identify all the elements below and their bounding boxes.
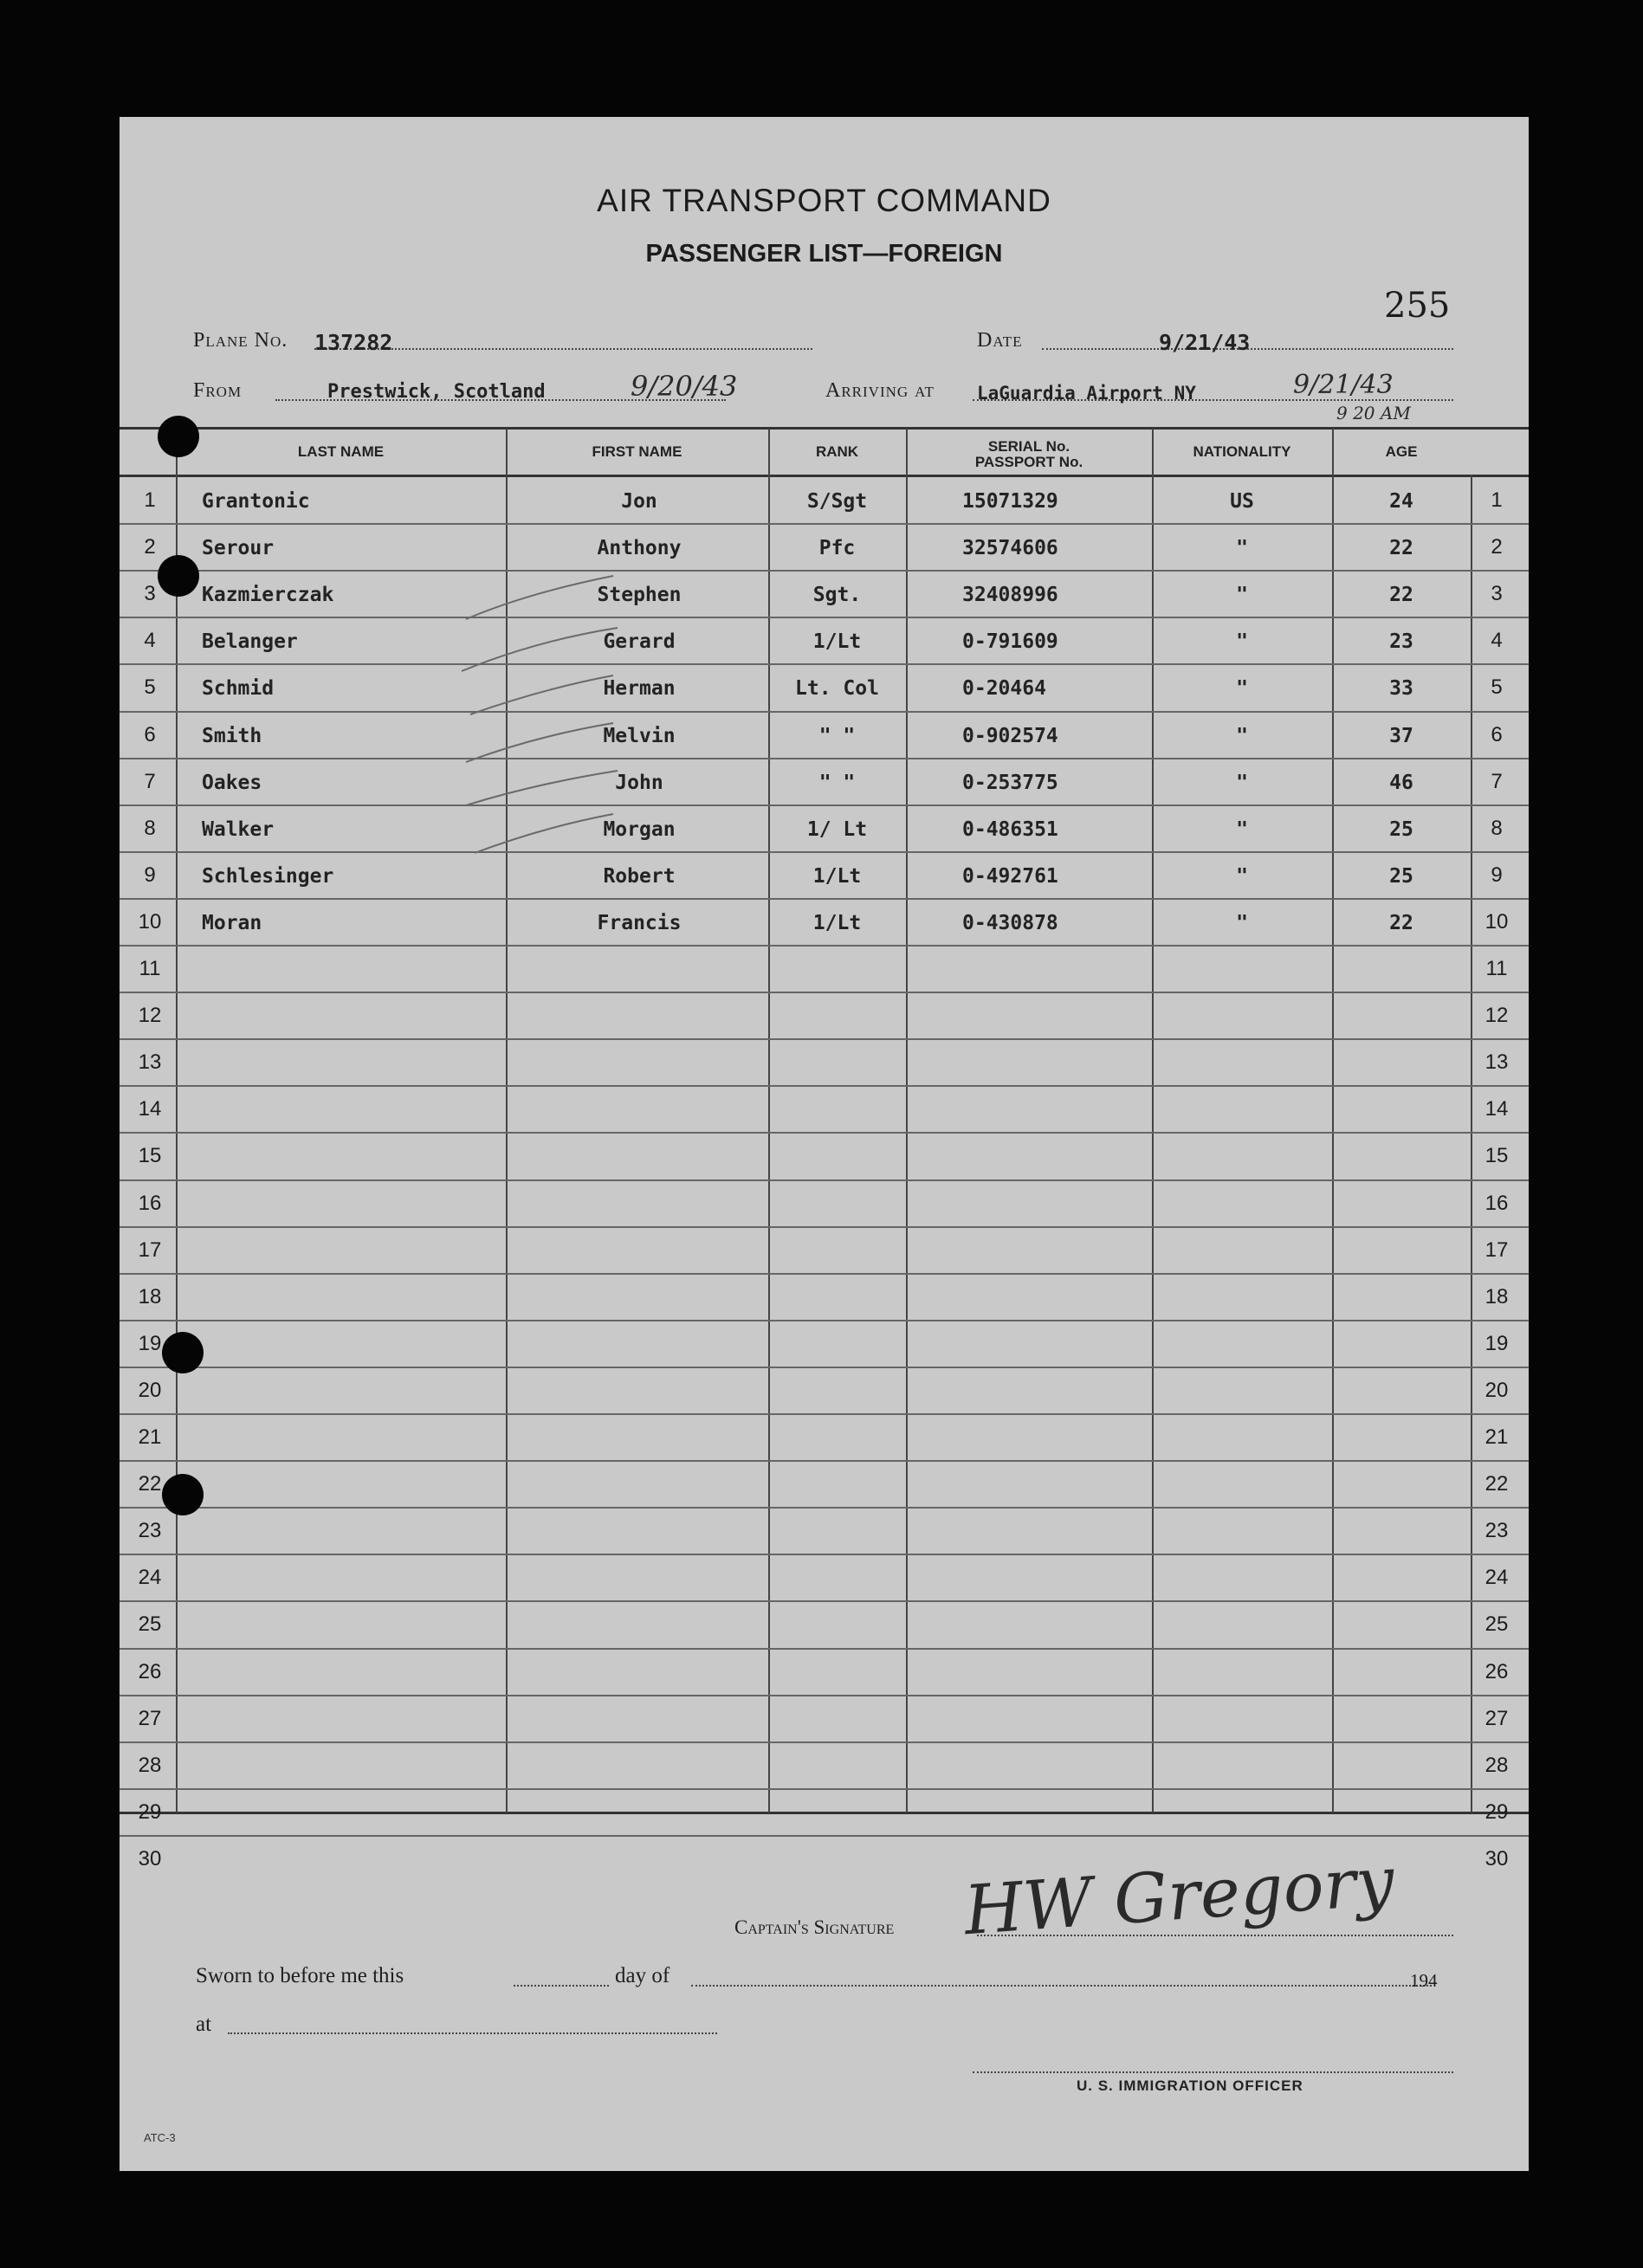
row-number-right: 1	[1491, 488, 1503, 512]
row-rule	[120, 1273, 1529, 1275]
row-number-left: 28	[138, 1754, 162, 1777]
row-rule	[120, 523, 1529, 525]
row-rule	[120, 1648, 1529, 1650]
cell-nationality: "	[1236, 865, 1248, 888]
row-number-left: 22	[138, 1472, 162, 1496]
row-number-right: 2	[1491, 535, 1503, 559]
cell-last: Grantonic	[202, 490, 310, 513]
cell-serial: 0-253775	[962, 772, 1058, 794]
row-number-right: 22	[1485, 1472, 1509, 1496]
col-header-serial: SERIAL No. PASSPORT No.	[974, 438, 1083, 470]
cell-nationality: "	[1236, 677, 1248, 700]
row-number-right: 27	[1485, 1707, 1509, 1730]
from-handwritten-date: 9/20/43	[631, 370, 738, 403]
cell-age: 46	[1389, 772, 1413, 794]
row-rule	[120, 1038, 1529, 1040]
row-rule	[120, 945, 1529, 947]
row-number-left: 11	[139, 957, 161, 980]
row-rule	[120, 1179, 1529, 1181]
date-value: 9/21/43	[1159, 330, 1251, 355]
cell-serial: 0-791609	[962, 630, 1058, 653]
row-number-right: 9	[1491, 863, 1503, 887]
cell-serial: 0-902574	[962, 725, 1058, 747]
row-rule	[120, 1413, 1529, 1415]
cell-serial: 15071329	[962, 490, 1058, 513]
cell-age: 22	[1389, 537, 1413, 559]
row-number-left: 30	[138, 1847, 162, 1871]
row-rule	[120, 1085, 1529, 1087]
row-number-left: 9	[144, 863, 156, 887]
row-rule	[120, 758, 1529, 759]
row-rule	[120, 898, 1529, 900]
table-top-rule	[120, 427, 1529, 430]
row-number-right: 8	[1491, 817, 1503, 840]
cell-nationality: "	[1236, 537, 1248, 559]
col-rule-left	[176, 429, 178, 1812]
arriving-handwritten-time: 9 20 AM	[1336, 403, 1411, 423]
row-rule	[120, 804, 1529, 806]
cell-nationality: "	[1236, 772, 1248, 794]
captain-signature-label: Captain's Signature	[734, 1916, 895, 1938]
cell-first: Anthony	[597, 537, 682, 559]
row-number-right: 23	[1485, 1519, 1509, 1542]
punch-hole	[162, 1474, 204, 1515]
cell-first: John	[615, 772, 663, 794]
cell-first: Francis	[597, 912, 682, 934]
cell-nationality: "	[1236, 584, 1248, 606]
sworn-month-line	[691, 1985, 1432, 1987]
row-rule	[120, 1132, 1529, 1134]
cell-serial: 0-486351	[962, 818, 1058, 841]
row-rule	[120, 1320, 1529, 1321]
row-number-left: 16	[138, 1192, 162, 1215]
at-line	[228, 2032, 717, 2034]
row-number-right: 19	[1485, 1332, 1509, 1355]
row-rule	[120, 1226, 1529, 1228]
row-rule	[120, 1788, 1529, 1790]
row-number-left: 4	[144, 629, 156, 652]
cell-rank: Sgt.	[812, 584, 862, 606]
cell-age: 25	[1389, 818, 1413, 841]
row-number-right: 20	[1485, 1379, 1509, 1402]
col-header-age: AGE	[1385, 443, 1418, 460]
row-number-left: 6	[144, 723, 156, 746]
cell-first: Gerard	[603, 630, 676, 653]
from-label: From	[193, 379, 243, 402]
cell-nationality: "	[1236, 725, 1248, 747]
row-number-right: 4	[1491, 629, 1503, 652]
pen-strokes	[449, 567, 648, 879]
arriving-label: Arriving at	[825, 379, 935, 402]
row-number-right: 3	[1491, 582, 1503, 605]
captain-signature: HW Gregory	[961, 1842, 1397, 1951]
row-number-left: 1	[144, 488, 156, 512]
table-header-rule	[120, 475, 1529, 477]
officer-line	[973, 2071, 1453, 2073]
row-number-right: 29	[1485, 1800, 1509, 1824]
cell-age: 24	[1389, 490, 1413, 513]
cell-age: 22	[1389, 584, 1413, 606]
cell-serial: 0-492761	[962, 865, 1058, 888]
row-number-left: 12	[138, 1004, 162, 1027]
cell-nationality: "	[1236, 818, 1248, 841]
col-header-rank: RANK	[815, 443, 859, 460]
cell-last: Schmid	[202, 677, 275, 700]
row-number-right: 21	[1485, 1425, 1509, 1449]
cell-nationality: US	[1230, 490, 1254, 513]
cell-last: Smith	[202, 725, 262, 747]
row-number-left: 24	[138, 1566, 162, 1589]
punch-hole	[158, 416, 199, 457]
cell-age: 23	[1389, 630, 1413, 653]
row-number-left: 10	[138, 910, 162, 934]
row-rule	[120, 1695, 1529, 1696]
row-number-right: 18	[1485, 1285, 1509, 1308]
punch-hole	[162, 1332, 204, 1373]
cell-first: Jon	[621, 490, 657, 513]
row-rule	[120, 1507, 1529, 1509]
row-rule	[120, 663, 1529, 665]
row-number-left: 5	[144, 675, 156, 699]
row-number-right: 28	[1485, 1754, 1509, 1777]
row-number-left: 13	[138, 1050, 162, 1074]
row-rule	[120, 1741, 1529, 1743]
from-value: Prestwick, Scotland	[327, 381, 546, 403]
year-label: 194	[1410, 1970, 1438, 1991]
cell-last: Serour	[202, 537, 275, 559]
table-bottom-rule	[120, 1812, 1529, 1814]
row-number-right: 26	[1485, 1660, 1509, 1683]
form-title: AIR TRANSPORT COMMAND	[597, 183, 1051, 218]
cell-nationality: "	[1236, 630, 1248, 653]
cell-rank: 1/Lt	[812, 865, 862, 888]
row-number-right: 10	[1485, 910, 1509, 934]
row-number-left: 8	[144, 817, 156, 840]
row-number-left: 26	[138, 1660, 162, 1683]
arriving-handwritten-date: 9/21/43	[1293, 370, 1394, 400]
row-rule	[120, 711, 1529, 713]
arriving-value: LaGuardia Airport NY	[977, 383, 1196, 404]
row-number-left: 19	[138, 1332, 162, 1355]
plane-number: 137282	[314, 330, 393, 355]
row-number-left: 2	[144, 535, 156, 559]
cell-last: Kazmierczak	[202, 584, 334, 606]
cell-nationality: "	[1236, 912, 1248, 934]
cell-rank: " "	[818, 772, 856, 794]
row-number-left: 17	[138, 1238, 162, 1262]
row-number-right: 11	[1485, 957, 1508, 980]
row-rule	[120, 570, 1529, 572]
cell-serial: 32408996	[962, 584, 1058, 606]
row-rule	[120, 1554, 1529, 1555]
cell-last: Walker	[202, 818, 275, 841]
date-label: Date	[977, 329, 1023, 352]
cell-first: Robert	[603, 865, 676, 888]
row-number-right: 15	[1485, 1144, 1509, 1167]
cell-serial: 0-430878	[962, 912, 1058, 934]
row-rule	[120, 1460, 1529, 1462]
row-number-right: 6	[1491, 723, 1503, 746]
cell-last: Oakes	[202, 772, 262, 794]
cell-age: 22	[1389, 912, 1413, 934]
passenger-list-form	[120, 117, 1529, 2171]
cell-rank: Lt. Col	[795, 677, 879, 700]
plane-label: Plane No.	[193, 329, 288, 352]
cell-first: Stephen	[597, 584, 682, 606]
row-number-right: 17	[1485, 1238, 1509, 1262]
page-number: 255	[1384, 286, 1451, 326]
row-number-right: 30	[1485, 1847, 1509, 1871]
cell-last: Belanger	[202, 630, 298, 653]
row-number-left: 29	[138, 1800, 162, 1824]
cell-age: 25	[1389, 865, 1413, 888]
cell-rank: Pfc	[818, 537, 856, 559]
officer-label: U. S. IMMIGRATION OFFICER	[1077, 2077, 1303, 2094]
row-number-left: 21	[138, 1425, 162, 1449]
row-number-left: 25	[138, 1612, 162, 1636]
row-number-right: 24	[1485, 1566, 1509, 1589]
cell-rank: 1/Lt	[812, 912, 862, 934]
col-header-first-name: FIRST NAME	[592, 443, 682, 460]
punch-hole	[158, 555, 199, 597]
row-number-left: 14	[138, 1097, 162, 1121]
col-header-nationality: NATIONALITY	[1193, 443, 1291, 460]
form-code: ATC-3	[144, 2131, 176, 2144]
cell-last: Moran	[202, 912, 262, 934]
cell-first: Herman	[603, 677, 676, 700]
row-number-left: 20	[138, 1379, 162, 1402]
day-of-label: day of	[615, 1964, 670, 1987]
cell-age: 37	[1389, 725, 1413, 747]
row-number-right: 13	[1485, 1050, 1509, 1074]
cell-rank: 1/Lt	[812, 630, 862, 653]
at-label: at	[196, 2013, 212, 2036]
row-number-left: 18	[138, 1285, 162, 1308]
row-number-right: 16	[1485, 1192, 1509, 1215]
row-number-left: 23	[138, 1519, 162, 1542]
cell-last: Schlesinger	[202, 865, 334, 888]
row-number-left: 3	[144, 582, 156, 605]
col-rule-rank-serial	[906, 429, 908, 1812]
cell-first: Melvin	[603, 725, 676, 747]
row-number-right: 5	[1491, 675, 1503, 699]
row-rule	[120, 1367, 1529, 1368]
row-number-left: 7	[144, 770, 156, 793]
row-number-right: 14	[1485, 1097, 1509, 1121]
row-number-right: 25	[1485, 1612, 1509, 1636]
row-number-left: 27	[138, 1707, 162, 1730]
row-number-right: 7	[1491, 770, 1503, 793]
cell-rank: " "	[818, 725, 856, 747]
form-subtitle: PASSENGER LIST—FOREIGN	[645, 240, 1003, 268]
col-rule-right	[1471, 475, 1472, 1812]
row-rule	[120, 617, 1529, 618]
cell-serial: 32574606	[962, 537, 1058, 559]
cell-age: 33	[1389, 677, 1413, 700]
cell-serial: 0-20464	[962, 677, 1046, 700]
row-rule	[120, 851, 1529, 853]
row-rule	[120, 992, 1529, 993]
sworn-day-line	[514, 1985, 609, 1987]
sworn-label: Sworn to before me this	[196, 1964, 404, 1987]
cell-rank: S/Sgt	[806, 490, 868, 513]
cell-rank: 1/ Lt	[806, 818, 868, 841]
row-number-right: 12	[1485, 1004, 1509, 1027]
row-rule	[120, 1835, 1529, 1837]
row-number-left: 15	[138, 1144, 162, 1167]
cell-first: Morgan	[603, 818, 676, 841]
row-rule	[120, 1600, 1529, 1602]
col-header-last-name: LAST NAME	[297, 443, 385, 460]
